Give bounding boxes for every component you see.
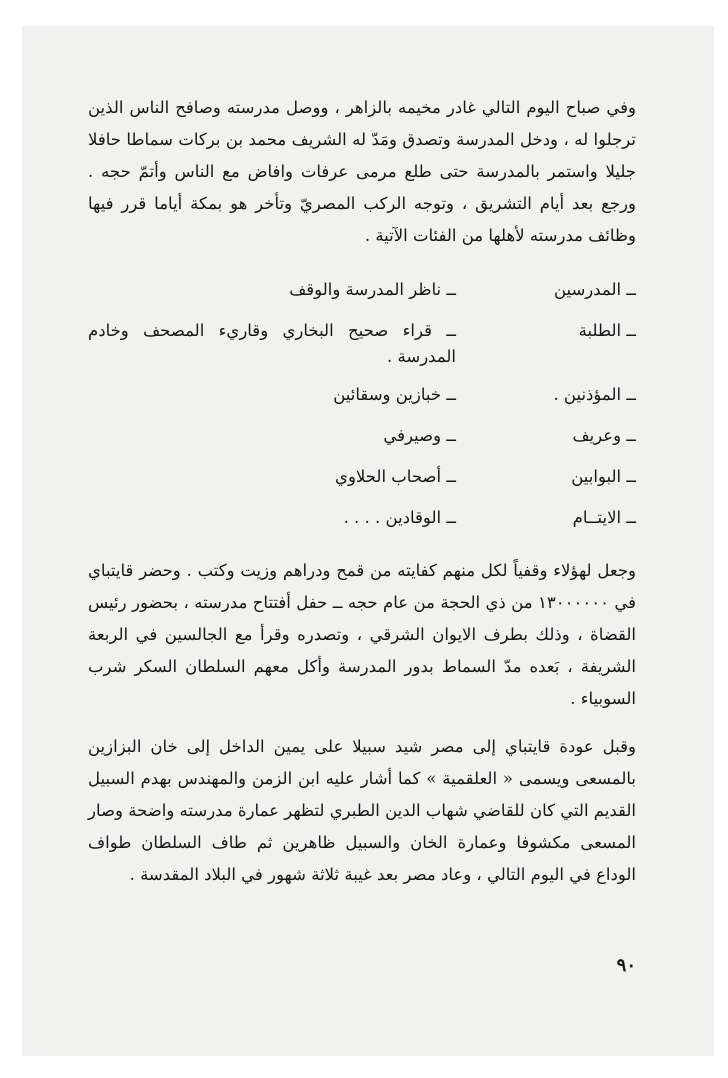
page-body (88, 92, 636, 891)
list-item (88, 502, 636, 543)
list-item (88, 315, 636, 379)
staff-item-right: ــ وعريف (572, 426, 636, 445)
staff-item-right: ــ المدرسين (553, 280, 636, 299)
list-item (88, 379, 636, 420)
staff-item-left: ــ قراء صحيح البخاري وقاريء المصحف وخادم المدرسة . (88, 321, 456, 366)
staff-item-left: ــ أصحاب الحلاوي (335, 467, 456, 486)
paragraph-sabil: وقبل عودة قايتباي إلى مصر شيد سبيلا على يمين الداخل إلى خان البزازين بالمسعى ويسمى « العلقمية » كما أشار عليه ابن الزمن والمهندس بهدم السبيل القديم التي كان للقاضي شهاب الدين الطبري لتظهر عمارة مدرسته واضحة وصار المسعى مكشوفا وعمارة الخان والسبيل ظاهرين ثم طاف السلطان طواف الوداع في اليوم التالي ، وعاد مصر بعد غيبة ثلاثة شهور في البلاد المقدسة . (88, 737, 636, 884)
staff-item-left: ــ ناظر المدرسة والوقف (289, 280, 456, 299)
page-number: ٩٠ (616, 955, 636, 976)
staff-item-right: ــ الايتــام (572, 508, 636, 527)
staff-item-left: ــ الوقادين . . . . (343, 508, 456, 527)
staff-item-left: ــ وصيرفي (383, 426, 456, 445)
staff-item-right: ــ الطلبة (578, 321, 636, 340)
paragraph-hajj-visit: وفي صباح اليوم التالي غادر مخيمه بالزاهر ، ووصل مدرسته وصافح الناس الذين ترجلوا له ، ودخل المدرسة وتصدق ومَدّ له الشريف محمد بن بركات سماطا حافلا جليلا واستمر بالمدرسة حتى طلع مرمى عرفات وافاض مع الناس وأتمّ حجه . ورجع بعد أيام التشريق ، وتوجه الركب المصريّ وتأخر هو بمكة أياما قرر فيها وظائف مدرسته لأهلها من الفئات الآتية . (88, 98, 636, 245)
staff-item-right: ــ البوابين (571, 467, 636, 486)
staff-list (88, 274, 636, 543)
list-item (88, 274, 636, 315)
staff-item-right: ــ المؤذنين . (553, 385, 636, 404)
paragraph-inauguration: وجعل لهؤلاء وقفياً لكل منهم كفايته من قمح ودراهم وزيت وكتب . وحضر قايتباي في ١٣٠٠٠٠٠٠ من ذي الحجة من عام حجه ــ حفل أفتتاح مدرسته ، بحضور رئيس القضاة ، وذلك بطرف الايوان الشرقي ، وتصدره وقرأ مع الجالسين في الربعة الشريفة ، بَعده مدّ السماط بدور المدرسة وأكل معهم السلطان السكر شرب السوبياء . (88, 561, 637, 708)
staff-item-left: ــ خبازين وسقائين (333, 385, 456, 404)
list-item (88, 461, 636, 502)
list-item (88, 420, 636, 461)
